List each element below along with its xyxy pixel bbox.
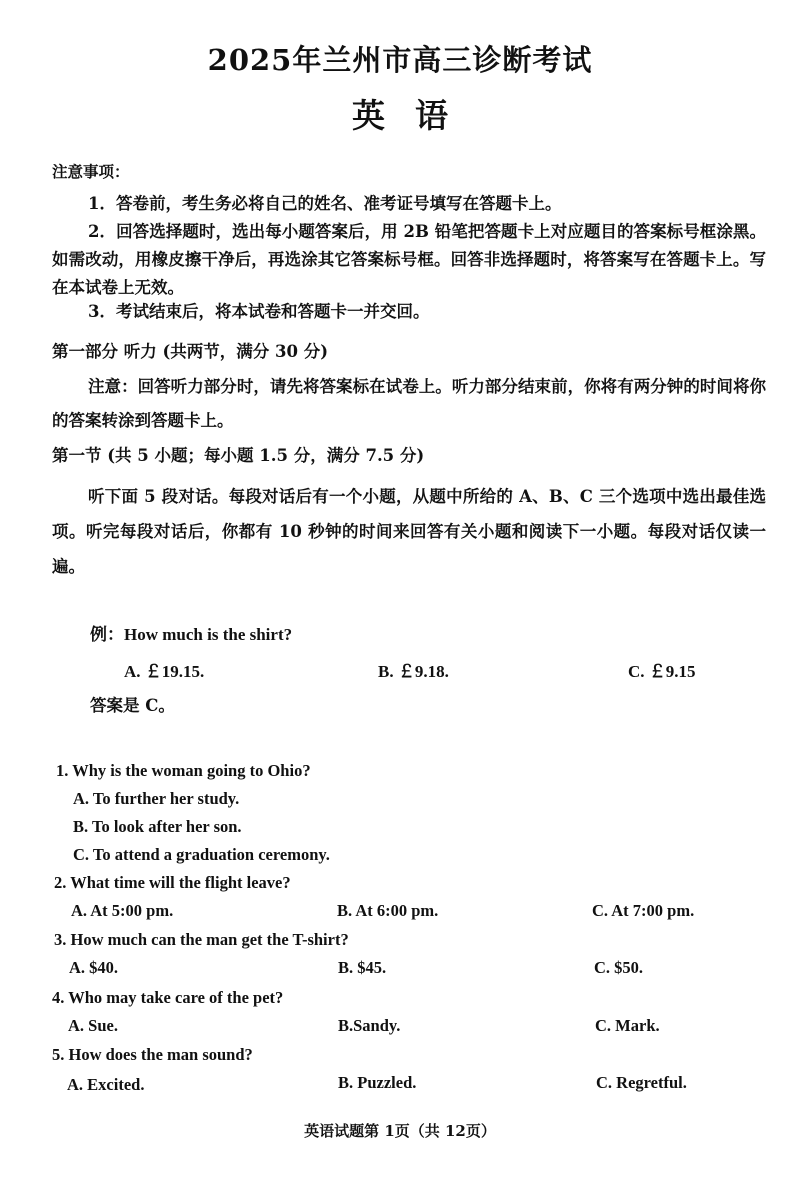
question-2-stem: 2. What time will the flight leave? [54,873,291,892]
question-3-stem: 3. How much can the man get the T-shirt? [54,930,349,949]
question-2-option-c: C. At 7:00 pm. [592,901,695,920]
page-footer: 英语试题第 1页（共 12页） [304,1122,496,1140]
question-1-stem: 1. Why is the woman going to Ohio? [56,761,311,780]
question-2-option-a: A. At 5:00 pm. [71,901,174,920]
question-5-stem: 5. How does the man sound? [52,1045,253,1064]
section1-heading: 第一节 (共 5 小题；每小题 1.5 分，满分 7.5 分) [52,446,425,465]
subject-title: 英语 [352,96,478,135]
question-3-option-a: A. $40. [69,958,119,977]
part1-note: 注意：回答听力部分时，请先将答案标在试卷上。听力部分结束前，你将有两分钟的时间将你的答案转涂到答题卡上。 [52,377,766,430]
question-5-option-a: A. Excited. [67,1075,145,1094]
question-4-stem: 4. Who may take care of the pet? [52,988,284,1007]
notice-item-2: 2．回答选择题时，选出每小题答案后，用 2B 铅笔把答题卡上对应题目的答案标号框涂黑。如需改动，用橡皮擦干净后，再选涂其它答案标号框。回答非选择题时，将答案写在答题卡上。写在本试卷上无效。 [52,222,766,297]
exam-title: 2025年兰州市高三诊断考试 [207,43,593,77]
question-2-option-b: B. At 6:00 pm. [337,901,439,920]
question-5-option-c: C. Regretful. [596,1073,687,1092]
question-1-option-a: A. To further her study. [73,789,240,808]
question-3-option-b: B. $45. [338,958,387,977]
example-answer: 答案是 C。 [90,696,175,715]
question-4-option-b: B.Sandy. [338,1016,401,1035]
question-4-option-a: A. Sue. [68,1016,118,1035]
question-4-option-c: C. Mark. [595,1016,660,1035]
example-question: 例：How much is the shirt? [90,625,293,644]
section1-instructions: 听下面 5 段对话。每段对话后有一个小题，从题中所给的 A、B、C 三个选项中选出最佳选项。听完每段对话后，你都有 10 秒钟的时间来回答有关小题和阅读下一小题。每段对话仅读一遍。 [52,487,766,576]
example-option-c: C. ￡9.15 [628,662,696,681]
question-1-option-c: C. To attend a graduation ceremony. [73,845,330,864]
part1-heading: 第一部分 听力 (共两节，满分 30 分) [52,342,329,361]
notice-item-3: 3．考试结束后，将本试卷和答题卡一并交回。 [88,302,430,321]
notice-item-1: 1．答卷前，考生务必将自己的姓名、准考证号填写在答题卡上。 [88,194,562,213]
notice-heading: 注意事项： [52,162,130,181]
question-5-option-b: B. Puzzled. [338,1073,417,1092]
example-option-b: B. ￡9.18. [378,662,449,681]
question-3-option-c: C. $50. [594,958,644,977]
example-option-a: A. ￡19.15. [124,662,205,681]
question-1-option-b: B. To look after her son. [73,817,242,836]
